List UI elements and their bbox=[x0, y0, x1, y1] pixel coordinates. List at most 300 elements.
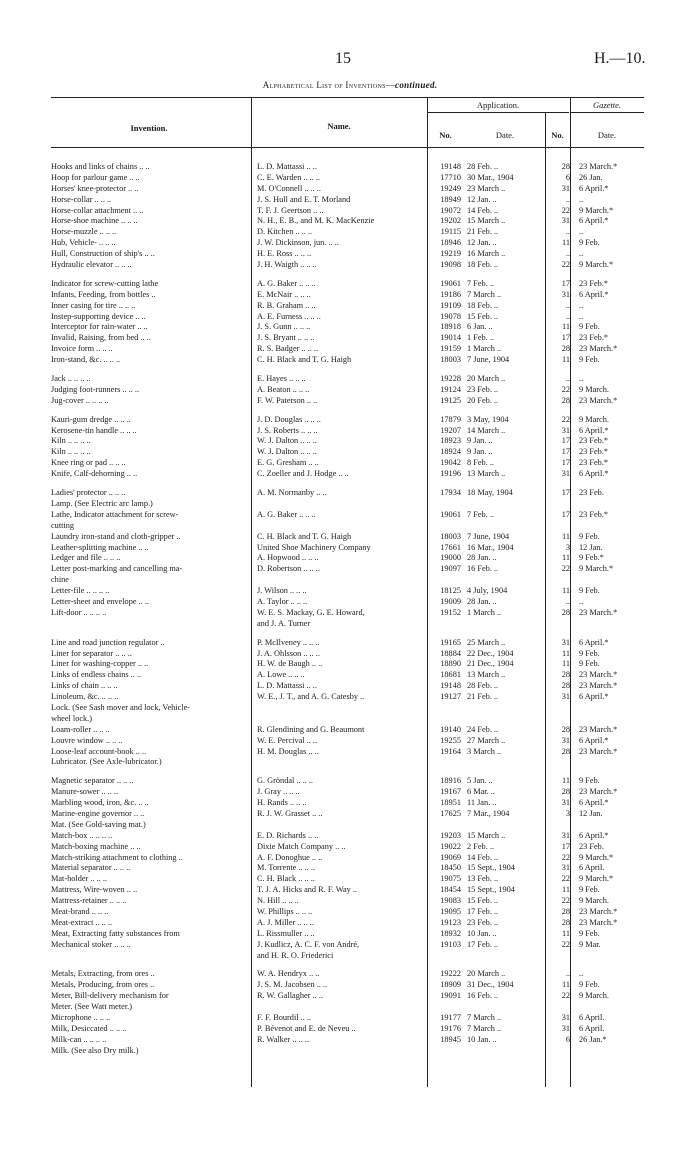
name-cell: J. Kudlicz, A. C. F. von André, bbox=[257, 939, 360, 949]
table-row bbox=[51, 831, 644, 842]
section-group bbox=[51, 279, 644, 366]
application-no-cell: 19148 bbox=[440, 162, 461, 171]
application-date-cell: 27 March .. bbox=[467, 735, 506, 745]
invention-cell: Hull, Construction of ship's .. .. bbox=[51, 249, 155, 259]
table-row bbox=[51, 260, 644, 271]
table-row bbox=[51, 842, 644, 853]
name-cell: J. S. Bryant .. .. .. bbox=[257, 333, 315, 343]
invention-cell: Meat-brand .. .. .. bbox=[51, 907, 109, 916]
name-cell: A. G. Baker .. .. .. bbox=[257, 509, 316, 519]
invention-cell: Jug-cover .. .. .. .. bbox=[51, 395, 109, 405]
invention-cell: Hub, Vehicle- .. .. .. bbox=[51, 238, 116, 248]
application-date-cell: 23 March .. bbox=[467, 183, 506, 193]
name-cell: A. M. Normanby .. .. bbox=[257, 488, 327, 498]
invention-cell: Infants, Feeding, from bottles .. bbox=[51, 289, 156, 299]
table-row bbox=[51, 1046, 644, 1057]
application-date-cell: 9 Jan. .. bbox=[467, 436, 493, 446]
gazette-no-cell: 17 bbox=[561, 436, 570, 446]
gazette-no-cell: 11 bbox=[562, 586, 570, 596]
gazette-no-cell: 28 bbox=[561, 907, 570, 916]
application-date-cell: 21 Feb. .. bbox=[467, 692, 499, 702]
gazette-no-cell: 22 bbox=[561, 852, 570, 862]
table-row bbox=[51, 638, 644, 649]
table-row bbox=[51, 885, 644, 896]
invention-cell: Metals, Producing, from ores .. bbox=[51, 980, 155, 990]
application-no-cell: 19148 bbox=[440, 681, 461, 691]
invention-cell: Liner for separator .. .. .. bbox=[51, 648, 132, 658]
application-no-cell: 19095 bbox=[440, 907, 461, 916]
table-row bbox=[51, 951, 644, 962]
name-cell: C. H. Black and T. G. Haigh bbox=[257, 531, 352, 541]
gazette-date-cell: 23 March.* bbox=[579, 162, 618, 171]
gazette-date-cell: 26 Jan.* bbox=[579, 1034, 607, 1044]
application-no-cell: 18003 bbox=[440, 531, 461, 541]
application-date-cell: 21 Dec., 1904 bbox=[467, 659, 514, 669]
application-no-cell: 19061 bbox=[440, 278, 461, 288]
table-row bbox=[51, 1024, 644, 1035]
table-row bbox=[51, 1002, 644, 1013]
gazette-no-cell: 28 bbox=[561, 746, 570, 756]
name-cell: Dixie Match Company .. .. bbox=[257, 841, 346, 851]
name-cell: J. H. Waigth .. .. .. bbox=[257, 260, 317, 270]
name-cell: T. F. J. Geertson .. .. bbox=[257, 205, 324, 215]
table-row bbox=[51, 344, 644, 355]
gazette-no-cell: 28 bbox=[561, 724, 570, 734]
invention-cell: Letter post-marking and cancelling ma- bbox=[51, 564, 183, 574]
invention-cell: Lathe, Indicator attachment for screw- bbox=[51, 509, 179, 519]
gazette-no-cell: 28 bbox=[561, 917, 570, 927]
invention-cell: Louvre window .. .. .. bbox=[51, 735, 123, 745]
gazette-no-cell: 11 bbox=[562, 928, 570, 938]
gazette-no-cell: .. bbox=[565, 300, 570, 310]
table-row bbox=[51, 918, 644, 929]
gazette-date-cell: 23 March.* bbox=[579, 746, 618, 756]
application-date-cell: 18 May, 1904 bbox=[467, 488, 513, 498]
header-gazette: Gazette. bbox=[592, 100, 622, 110]
gazette-date-cell: .. bbox=[579, 311, 584, 321]
gazette-no-cell: 17 bbox=[561, 509, 570, 519]
application-no-cell: 19165 bbox=[440, 637, 461, 647]
invention-cell: Knee ring or pad .. .. .. bbox=[51, 458, 126, 468]
invention-cell: Invalid, Raising, from bed .. .. bbox=[51, 333, 151, 343]
name-cell: D. Kitchen .. .. .. bbox=[257, 227, 313, 237]
application-no-cell: 19123 bbox=[440, 917, 461, 927]
table-row bbox=[51, 776, 644, 787]
application-date-cell: 15 Feb. .. bbox=[467, 896, 499, 906]
name-cell: A. J. Miller .. .. .. bbox=[257, 917, 314, 927]
application-date-cell: 7 March .. bbox=[467, 1013, 502, 1023]
gazette-no-cell: 31 bbox=[561, 469, 570, 479]
table-row bbox=[51, 249, 644, 260]
name-cell: G. Gröndal .. .. .. bbox=[257, 776, 313, 786]
name-cell: United Shoe Machinery Company bbox=[257, 542, 371, 552]
gazette-date-cell: 23 Feb.* bbox=[579, 436, 609, 446]
table-row bbox=[51, 173, 644, 184]
application-date-cell: 14 Feb. .. bbox=[467, 205, 499, 215]
invention-cell: Mechanical stoker .. .. .. bbox=[51, 939, 131, 949]
table-row bbox=[51, 312, 644, 323]
application-no-cell: 19177 bbox=[440, 1013, 461, 1023]
table-row bbox=[51, 619, 644, 630]
application-date-cell: 15 Sept., 1904 bbox=[467, 863, 515, 873]
application-no-cell: 19159 bbox=[440, 344, 461, 354]
application-no-cell: 19140 bbox=[440, 724, 461, 734]
application-no-cell: 19127 bbox=[440, 692, 461, 702]
application-date-cell: 15 Sept., 1904 bbox=[467, 885, 515, 895]
application-date-cell: 16 Feb. .. bbox=[467, 564, 499, 574]
list-title bbox=[0, 80, 700, 90]
invention-cell: Horse-collar attachment .. .. bbox=[51, 205, 144, 215]
application-date-cell: 2 Feb. .. bbox=[467, 841, 494, 851]
table-row bbox=[51, 681, 644, 692]
gazette-date-cell: 9 March.* bbox=[579, 564, 614, 574]
table-row bbox=[51, 279, 644, 290]
name-cell: W. A. Hendryx .. .. bbox=[257, 969, 320, 979]
gazette-date-cell: 9 Feb. bbox=[579, 586, 600, 596]
application-no-cell: 19125 bbox=[440, 395, 461, 405]
name-cell: J. Gray .. .. .. bbox=[257, 787, 300, 797]
page-number: 15 bbox=[335, 50, 351, 67]
table-row bbox=[51, 940, 644, 951]
invention-cell: Letter-sheet and envelope .. .. bbox=[51, 596, 149, 606]
invention-cell: Links of endless chains .. .. bbox=[51, 670, 142, 680]
gazette-no-cell: 11 bbox=[562, 776, 570, 786]
application-date-cell: 7 March .. bbox=[467, 1023, 502, 1033]
gazette-no-cell: 28 bbox=[561, 395, 570, 405]
application-no-cell: 18945 bbox=[440, 1034, 461, 1044]
application-no-cell: 19164 bbox=[440, 746, 461, 756]
gazette-no-cell: 22 bbox=[561, 874, 570, 884]
name-cell: H. M. Douglas .. .. bbox=[257, 746, 319, 756]
application-no-cell: 19176 bbox=[440, 1023, 461, 1033]
invention-cell: Hydraulic elevator .. .. .. bbox=[51, 260, 132, 270]
section-group bbox=[51, 969, 644, 1056]
invention-cell: Liner for washing-copper .. .. bbox=[51, 659, 149, 669]
application-no-cell: 19115 bbox=[440, 227, 461, 237]
invention-cell: Inner casing for tire .. .. .. bbox=[51, 300, 136, 310]
gazette-date-cell: 9 Feb. bbox=[579, 885, 600, 895]
gazette-no-cell: 31 bbox=[561, 289, 570, 299]
application-date-cell: 7 Feb. .. bbox=[467, 509, 494, 519]
application-no-cell: 19124 bbox=[440, 384, 461, 394]
invention-cell: Match-box .. .. .. .. bbox=[51, 830, 113, 840]
invention-cell: Laundry iron-stand and cloth-gripper .. bbox=[51, 531, 181, 541]
gazette-date-cell: 9 Feb. bbox=[579, 648, 600, 658]
application-date-cell: 11 Jan. .. bbox=[467, 798, 497, 808]
gazette-no-cell: 22 bbox=[561, 414, 570, 424]
gazette-no-cell: 11 bbox=[562, 648, 570, 658]
application-date-cell: 6 Mar. .. bbox=[467, 787, 495, 797]
application-date-cell: 18 Feb. .. bbox=[467, 300, 499, 310]
gazette-date-cell: 12 Jan. bbox=[579, 542, 603, 552]
table-row bbox=[51, 820, 644, 831]
name-cell: J. S. Roberts .. .. .. bbox=[257, 425, 318, 435]
gazette-date-cell: .. bbox=[579, 194, 584, 204]
invention-cell: Ledger and file .. .. .. bbox=[51, 553, 121, 563]
name-cell: M. Torrente .. .. .. bbox=[257, 863, 316, 873]
gazette-date-cell: 9 Feb. bbox=[579, 980, 600, 990]
gazette-date-cell: 6 April.* bbox=[579, 289, 609, 299]
name-cell: E. Hayes .. .. .. bbox=[257, 374, 306, 384]
name-cell: and J. A. Turner bbox=[257, 618, 311, 628]
application-date-cell: 28 Feb. .. bbox=[467, 681, 499, 691]
gazette-no-cell: 17 bbox=[561, 447, 570, 457]
gazette-no-cell: 6 bbox=[565, 172, 570, 182]
invention-cell: Loam-roller .. .. .. bbox=[51, 724, 110, 734]
application-date-cell: 14 March .. bbox=[467, 425, 506, 435]
invention-cell: Match-striking attachment to clothing .. bbox=[51, 852, 183, 862]
name-cell: N. H., E. B., and M. K. MacKenzie bbox=[257, 216, 375, 226]
gazette-no-cell: 17 bbox=[561, 841, 570, 851]
application-date-cell: 25 March .. bbox=[467, 637, 506, 647]
header-gaz-no: No. bbox=[551, 130, 564, 140]
application-no-cell: 19202 bbox=[440, 216, 461, 226]
gazette-no-cell: 31 bbox=[561, 425, 570, 435]
application-no-cell: 19000 bbox=[440, 553, 461, 563]
application-date-cell: 13 March .. bbox=[467, 469, 506, 479]
application-no-cell: 18951 bbox=[440, 798, 461, 808]
gazette-date-cell: 23 Feb.* bbox=[579, 458, 609, 468]
gazette-no-cell: 22 bbox=[561, 939, 570, 949]
section-group bbox=[51, 415, 644, 480]
gazette-date-cell: 9 Feb. bbox=[579, 322, 600, 332]
gazette-no-cell: 11 bbox=[562, 659, 570, 669]
gazette-date-cell: 6 April. bbox=[579, 1013, 605, 1023]
name-cell: R. J. W. Grasset .. .. bbox=[257, 808, 323, 818]
application-no-cell: 19075 bbox=[440, 874, 461, 884]
application-no-cell: 18923 bbox=[440, 436, 461, 446]
header-invention: Invention. bbox=[130, 123, 168, 133]
table-row bbox=[51, 436, 644, 447]
application-date-cell: 14 Feb. .. bbox=[467, 852, 499, 862]
table-row bbox=[51, 798, 644, 809]
gazette-date-cell: 23 Feb.* bbox=[579, 509, 609, 519]
gazette-date-cell: 23 March.* bbox=[579, 344, 618, 354]
section-group bbox=[51, 488, 644, 630]
gazette-date-cell: 6 April.* bbox=[579, 216, 609, 226]
gazette-date-cell: 9 Feb. bbox=[579, 776, 600, 786]
application-date-cell: 3 March .. bbox=[467, 746, 502, 756]
invention-cell: Hooks and links of chains .. .. bbox=[51, 162, 150, 171]
invention-cell: Magnetic separator .. .. .. bbox=[51, 776, 134, 786]
list-title-main: Alphabetical List of Inventions— bbox=[262, 80, 396, 90]
invention-cell: Mat. (See Gold-saving mat.) bbox=[51, 819, 146, 829]
gazette-date-cell: 26 Jan. bbox=[579, 172, 603, 182]
name-cell: T. J. A. Hicks and R. F. Way .. bbox=[257, 885, 357, 895]
gazette-date-cell: 9 March. bbox=[579, 896, 609, 906]
application-date-cell: 31 Dec., 1904 bbox=[467, 980, 514, 990]
table-row bbox=[51, 787, 644, 798]
page-code: H.—10. bbox=[594, 50, 646, 67]
table-row bbox=[51, 469, 644, 480]
invention-cell: Microphone .. .. .. bbox=[51, 1013, 111, 1023]
name-cell: R. B. Graham .. .. bbox=[257, 300, 316, 310]
name-cell: E. D. Richards .. .. bbox=[257, 830, 319, 840]
application-date-cell: 15 Feb. .. bbox=[467, 311, 499, 321]
application-no-cell: 18924 bbox=[440, 447, 461, 457]
gazette-date-cell: 9 Feb. bbox=[579, 531, 600, 541]
name-cell: H. E. Ross .. .. .. bbox=[257, 249, 312, 259]
header-gaz-date: Date. bbox=[597, 130, 617, 140]
gazette-date-cell: 23 Feb.* bbox=[579, 278, 609, 288]
application-date-cell: 16 Mar., 1904 bbox=[467, 542, 514, 552]
invention-cell: Metals, Extracting, from ores .. bbox=[51, 969, 155, 979]
gazette-date-cell: 9 March.* bbox=[579, 260, 614, 270]
gazette-no-cell: 31 bbox=[561, 830, 570, 840]
gazette-no-cell: 22 bbox=[561, 991, 570, 1001]
name-cell: A. F. Donoghue .. .. bbox=[257, 852, 323, 862]
application-no-cell: 19196 bbox=[440, 469, 461, 479]
gazette-date-cell: 6 April.* bbox=[579, 735, 609, 745]
application-date-cell: 21 Feb. .. bbox=[467, 227, 499, 237]
gazette-date-cell: 6 April.* bbox=[579, 830, 609, 840]
gazette-date-cell: 9 March. bbox=[579, 384, 609, 394]
table-row bbox=[51, 853, 644, 864]
table-row bbox=[51, 374, 644, 385]
gazette-no-cell: 11 bbox=[562, 531, 570, 541]
table-row bbox=[51, 586, 644, 597]
application-date-cell: 22 Dec., 1904 bbox=[467, 648, 514, 658]
application-no-cell: 19167 bbox=[440, 787, 461, 797]
table-row bbox=[51, 396, 644, 407]
name-cell: A. Taylor .. .. .. bbox=[257, 596, 308, 606]
gazette-date-cell: 6 April.* bbox=[579, 798, 609, 808]
application-date-cell: 28 Jan. .. bbox=[467, 596, 497, 606]
name-cell: C. H. Black .. .. .. bbox=[257, 874, 315, 884]
application-no-cell: 19152 bbox=[440, 607, 461, 617]
inventions-list bbox=[51, 162, 644, 1065]
header-name: Name. bbox=[327, 121, 351, 131]
table-row bbox=[51, 597, 644, 608]
gazette-no-cell: 11 bbox=[562, 553, 570, 563]
invention-cell: Judging foot-runners .. .. .. bbox=[51, 384, 140, 394]
application-no-cell: 18454 bbox=[440, 885, 461, 895]
gazette-date-cell: 23 March.* bbox=[579, 681, 618, 691]
table-row bbox=[51, 521, 644, 532]
name-cell: W. J. Dalton .. .. .. bbox=[257, 447, 317, 457]
table-row bbox=[51, 692, 644, 703]
name-cell: W. E., J. T., and A. G. Catesby .. bbox=[257, 692, 365, 702]
name-cell: J. S. M. Jacobsen .. .. bbox=[257, 980, 328, 990]
gazette-date-cell: 6 April. bbox=[579, 863, 605, 873]
application-no-cell: 19219 bbox=[440, 249, 461, 259]
application-no-cell: 18916 bbox=[440, 776, 461, 786]
application-date-cell: 13 March .. bbox=[467, 670, 506, 680]
gazette-date-cell: 12 Jan. bbox=[579, 808, 603, 818]
application-no-cell: 19203 bbox=[440, 830, 461, 840]
application-no-cell: 19061 bbox=[440, 509, 461, 519]
table-row bbox=[51, 488, 644, 499]
name-cell: C. Zoeller and J. Hodge .. .. bbox=[257, 469, 349, 479]
table-row bbox=[51, 227, 644, 238]
application-date-cell: 3 May, 1904 bbox=[467, 414, 509, 424]
invention-cell: Interceptor for rain-water .. .. bbox=[51, 322, 148, 332]
application-date-cell: 17 Feb. .. bbox=[467, 939, 499, 949]
table-row bbox=[51, 809, 644, 820]
invention-cell: Meter. (See Watt meter.) bbox=[51, 1002, 132, 1012]
invention-cell: Mattress-retainer .. .. .. bbox=[51, 896, 127, 906]
application-no-cell: 18909 bbox=[440, 980, 461, 990]
gazette-date-cell: 23 Feb.* bbox=[579, 447, 609, 457]
header-app-no: No. bbox=[439, 130, 452, 140]
table-row bbox=[51, 426, 644, 437]
application-date-cell: 15 March .. bbox=[467, 830, 506, 840]
invention-cell: Milk-can .. .. .. .. bbox=[51, 1034, 107, 1044]
gazette-no-cell: 28 bbox=[561, 162, 570, 171]
name-cell: P. Bévenot and E. de Neveu .. bbox=[257, 1023, 356, 1033]
table-row bbox=[51, 322, 644, 333]
gazette-date-cell: 23 March.* bbox=[579, 787, 618, 797]
gazette-no-cell: .. bbox=[565, 969, 570, 979]
gazette-date-cell: 9 March. bbox=[579, 991, 609, 1001]
gazette-no-cell: 31 bbox=[561, 1013, 570, 1023]
gazette-date-cell: 9 March.* bbox=[579, 205, 614, 215]
application-date-cell: 7 Feb. .. bbox=[467, 278, 494, 288]
gazette-no-cell: 31 bbox=[561, 1023, 570, 1033]
gazette-no-cell: 6 bbox=[565, 1034, 570, 1044]
name-cell: H. Rands .. .. .. bbox=[257, 798, 307, 808]
application-date-cell: 28 Jan. .. bbox=[467, 553, 497, 563]
gazette-date-cell: .. bbox=[579, 300, 584, 310]
table-row bbox=[51, 757, 644, 768]
application-no-cell: 18003 bbox=[440, 355, 461, 365]
name-cell: F. F. Bourdil .. .. bbox=[257, 1013, 311, 1023]
section-group bbox=[51, 374, 644, 407]
invention-cell: Loose-leaf account-book .. .. bbox=[51, 746, 147, 756]
invention-cell: cutting bbox=[51, 520, 75, 530]
gazette-date-cell: .. bbox=[579, 596, 584, 606]
name-cell: A. Hopwood .. .. .. bbox=[257, 553, 319, 563]
table-row bbox=[51, 659, 644, 670]
name-cell: L. D. Mattassi .. .. bbox=[257, 681, 317, 691]
application-date-cell: 1 March .. bbox=[467, 607, 502, 617]
gazette-date-cell: 6 April.* bbox=[579, 469, 609, 479]
invention-cell: Hoop for parlour game .. .. bbox=[51, 172, 140, 182]
invention-cell: Jack .. .. .. .. bbox=[51, 374, 91, 384]
gazette-date-cell: 23 March.* bbox=[579, 607, 618, 617]
table-row bbox=[51, 543, 644, 554]
gazette-no-cell: 28 bbox=[561, 607, 570, 617]
application-date-cell: 10 Jan. .. bbox=[467, 928, 497, 938]
header-app-date: Date. bbox=[495, 130, 515, 140]
gazette-date-cell: 6 April.* bbox=[579, 692, 609, 702]
application-no-cell: 18946 bbox=[440, 238, 461, 248]
application-date-cell: 16 Feb. .. bbox=[467, 991, 499, 1001]
application-no-cell: 18681 bbox=[440, 670, 461, 680]
invention-cell: Horse-shoe machine .. .. .. bbox=[51, 216, 138, 226]
invention-cell: Linoleum, &c. .. .. .. bbox=[51, 692, 119, 702]
application-date-cell: 18 Feb. .. bbox=[467, 260, 499, 270]
section-group bbox=[51, 776, 644, 961]
gazette-no-cell: .. bbox=[565, 311, 570, 321]
table-row bbox=[51, 447, 644, 458]
table-row bbox=[51, 929, 644, 940]
table-row bbox=[51, 714, 644, 725]
gazette-date-cell: .. bbox=[579, 374, 584, 384]
gazette-date-cell: 23 Feb. bbox=[579, 841, 604, 851]
table-row bbox=[51, 290, 644, 301]
application-date-cell: 20 Feb. .. bbox=[467, 395, 499, 405]
invention-cell: Invoice form .. .. .. bbox=[51, 344, 113, 354]
name-cell: N. Hill .. .. .. bbox=[257, 896, 299, 906]
table-row bbox=[51, 980, 644, 991]
gazette-date-cell: 23 Feb.* bbox=[579, 333, 609, 343]
gazette-no-cell: 11 bbox=[562, 355, 570, 365]
table-row bbox=[51, 649, 644, 660]
gazette-date-cell: 6 April.* bbox=[579, 183, 609, 193]
table-row bbox=[51, 969, 644, 980]
application-no-cell: 19207 bbox=[440, 425, 461, 435]
